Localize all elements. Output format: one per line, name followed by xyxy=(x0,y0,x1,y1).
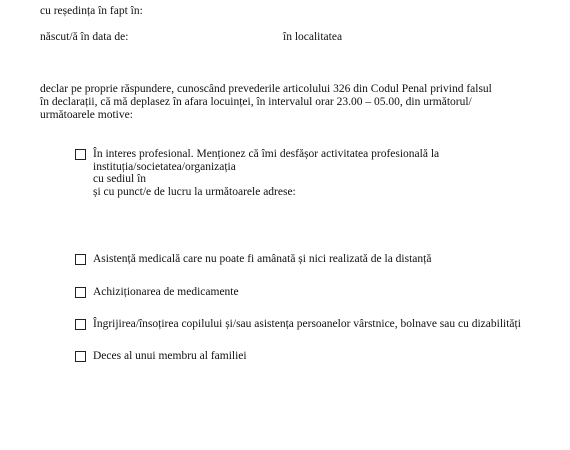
option-professional-line-4: și cu punct/e de lucru la următoarele adrese: xyxy=(93,185,296,198)
option-death[interactable] xyxy=(75,350,247,363)
locality-label: în localitatea xyxy=(283,31,343,43)
professional-checkbox[interactable] xyxy=(75,149,86,160)
option-medical-text xyxy=(93,253,431,266)
option-professional-line-3: cu sediul în xyxy=(93,173,147,185)
declaration-line-2: în declarații, că mă deplasez în afara locuinței, în intervalul orar 23.00 – 05.00, din următorul/ xyxy=(40,96,472,108)
option-care-line-1: Îngrijirea/însoțirea copilului și/sau asistența persoanelor vârstnice, bolnave sau cu dizabilități xyxy=(93,318,521,330)
option-professional-line-2: instituția/societatea/organizația xyxy=(93,160,236,173)
option-professional[interactable] xyxy=(75,148,439,198)
option-medicines-text xyxy=(93,286,239,299)
option-professional-text xyxy=(93,148,439,198)
birth-date-label: născut/ă în data de: xyxy=(40,31,129,43)
declaration-line-1: declar pe proprie răspundere, cunoscând prevederile articolului 326 din Codul Penal privind falsul xyxy=(40,83,492,95)
option-death-line-1: Deces al unui membru al familiei xyxy=(93,350,247,362)
option-care[interactable] xyxy=(75,318,521,331)
option-medical[interactable] xyxy=(75,253,431,266)
option-death-text xyxy=(93,350,247,363)
medical-checkbox[interactable] xyxy=(75,254,86,265)
residence-label: cu reședința în fapt în: xyxy=(40,5,143,17)
option-medicines[interactable] xyxy=(75,286,239,299)
medicines-checkbox[interactable] xyxy=(75,287,86,298)
option-care-text xyxy=(93,318,521,331)
option-professional-line-1: În interes profesional. Menționez că îmi desfășor activitatea profesională la xyxy=(93,148,440,160)
care-checkbox[interactable] xyxy=(75,319,86,330)
option-medicines-line-1: Achiziționarea de medicamente xyxy=(93,286,239,298)
option-medical-line-1: Asistență medicală care nu poate fi amânată și nici realizată de la distanță xyxy=(93,253,432,265)
death-checkbox[interactable] xyxy=(75,351,86,362)
declaration-line-3: următoarele motive: xyxy=(40,109,133,121)
